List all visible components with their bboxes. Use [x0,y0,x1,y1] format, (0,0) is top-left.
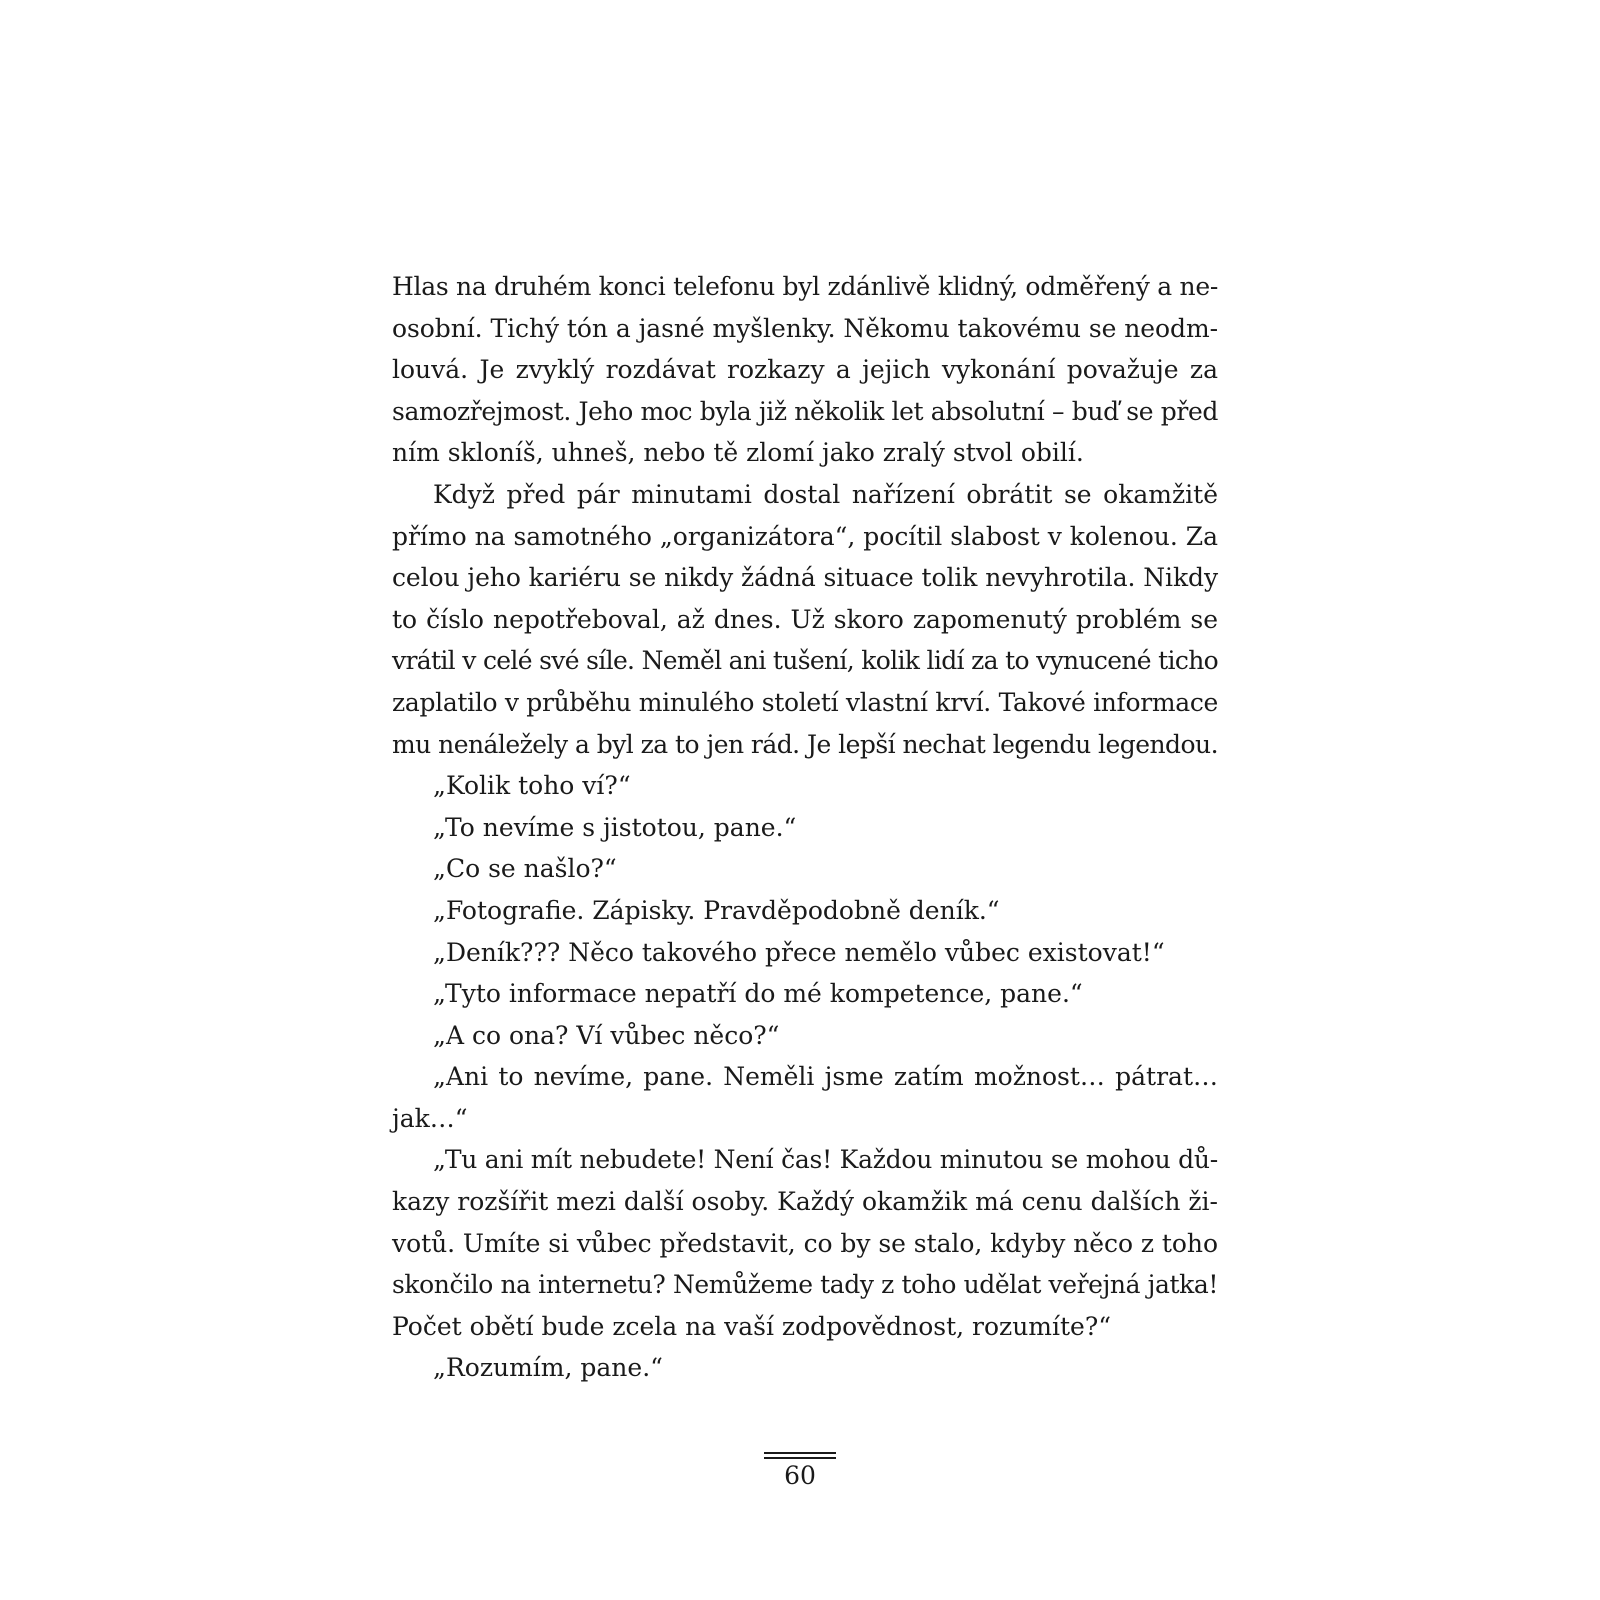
text-line: „Rozumím, pane.“ [433,1353,663,1383]
text-line: přímo na samotného „organizátora“, pocítil slabost v kolenou. Za [392,521,1218,551]
footer-double-rule [764,1452,836,1459]
text-line: „Deník??? Něco takového přece nemělo vůbec existovat!“ [433,937,1165,967]
text-line: votů. Umíte si vůbec představit, co by se stalo, kdyby něco z toho [392,1228,1218,1258]
text-line: ním skloníš, uhneš, nebo tě zlomí jako zralý stvol obilí. [392,438,1084,468]
text-line: „Fotografie. Zápisky. Pravděpodobně deník.“ [433,895,1000,925]
text-line: „Ani to nevíme, pane. Neměli jsme zatím možnost… pátrat… [433,1062,1218,1092]
text-line: „A co ona? Ví vůbec něco?“ [433,1020,780,1050]
text-line: „Tu ani mít nebudete! Není čas! Každou minutou se mohou dů- [433,1145,1218,1175]
text-line: jak…“ [392,1103,468,1133]
page-footer [0,1452,1600,1491]
text-line: „Co se našlo?“ [433,854,617,884]
text-line: „Kolik toho ví?“ [433,771,631,801]
text-line: osobní. Tichý tón a jasné myšlenky. Někomu takovému se neodm- [392,313,1218,343]
text-line: kazy rozšířit mezi další osoby. Každý okamžik má cenu dalších ži- [392,1187,1218,1217]
text-line: Hlas na druhém konci telefonu byl zdánlivě klidný, odměřený a ne- [392,272,1218,301]
text-line: skončilo na internetu? Nemůžeme tady z toho udělat veřejná jatka! [392,1270,1218,1300]
text-line: samozřejmost. Jeho moc byla již několik let absolutní – buď se před [392,396,1218,426]
text-line: „Tyto informace nepatří do mé kompetence, pane.“ [433,979,1083,1009]
text-line: mu nenáležely a byl za to jen rád. Je lepší nechat legendu legendou. [392,729,1218,759]
text-line: Když před pár minutami dostal nařízení obrátit se okamžitě [433,479,1218,509]
text-line: celou jeho kariéru se nikdy žádná situace tolik nevyhrotila. Nikdy [392,563,1218,593]
text-line: louvá. Je zvyklý rozdávat rozkazy a jejich vykonání považuje za [392,355,1218,385]
text-line: zaplatilo v průběhu minulého století vlastní krví. Takové informace [392,687,1218,717]
text-line: „To nevíme s jistotou, pane.“ [433,812,797,842]
page-number: 60 [784,1461,816,1490]
text-line: to číslo nepotřeboval, až dnes. Už skoro zapomenutý problém se [392,604,1218,634]
body-text [392,266,1218,1389]
text-line: vrátil v celé své síle. Neměl ani tušení, kolik lidí za to vynucené ticho [392,646,1218,676]
text-line: Počet obětí bude zcela na vaší zodpovědnost, rozumíte?“ [392,1311,1112,1341]
